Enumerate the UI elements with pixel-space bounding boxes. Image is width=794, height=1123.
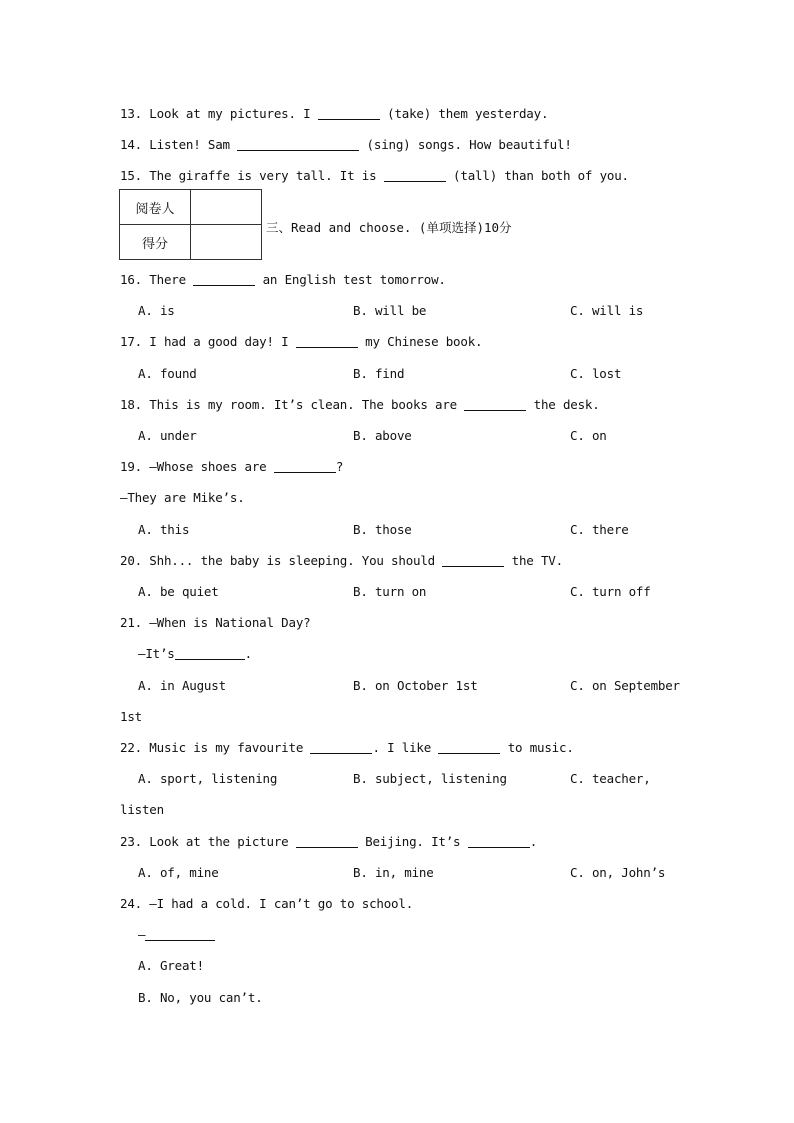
option-b[interactable]: B. above <box>353 428 412 443</box>
option-c[interactable]: C. lost <box>570 366 622 381</box>
option-c[interactable]: C. on, John’s <box>570 865 666 880</box>
answer-blank[interactable] <box>296 835 358 848</box>
option-a[interactable]: A. under <box>138 428 197 443</box>
option-b[interactable]: B. subject, listening <box>353 771 507 786</box>
answer-blank[interactable] <box>442 554 504 567</box>
option-a[interactable]: A. sport, listening <box>138 771 278 786</box>
option-a[interactable]: A. this <box>138 522 190 537</box>
question-21: 21. —When is National Day? <box>120 615 311 630</box>
option-a[interactable]: A. Great! <box>138 958 204 973</box>
option-a[interactable]: A. is <box>138 303 175 318</box>
option-a[interactable]: A. be quiet <box>138 584 219 599</box>
answer-blank[interactable] <box>193 273 255 286</box>
option-c-wrap: listen <box>120 802 164 817</box>
score-cell[interactable] <box>191 225 262 260</box>
option-a[interactable]: A. of, mine <box>138 865 219 880</box>
question-14: 14. Listen! Sam (sing) songs. How beautiful! <box>120 137 572 152</box>
option-b[interactable]: B. No, you can’t. <box>138 990 263 1005</box>
question-13: 13. Look at my pictures. I (take) them yesterday. <box>120 106 549 121</box>
question-23: 23. Look at the picture Beijing. It’s . <box>120 834 538 849</box>
option-c[interactable]: C. on <box>570 428 607 443</box>
question-18: 18. This is my room. It’s clean. The books are the desk. <box>120 397 600 412</box>
question-19: 19. —Whose shoes are ? <box>120 459 344 474</box>
answer-blank[interactable] <box>310 741 372 754</box>
answer-blank[interactable] <box>296 335 358 348</box>
option-b[interactable]: B. on October 1st <box>353 678 478 693</box>
question-21-reply: —It’s . <box>138 646 252 661</box>
reviewer-label: 阅卷人 <box>120 190 191 225</box>
question-24: 24. —I had a cold. I can’t go to school. <box>120 896 414 911</box>
option-c[interactable]: C. will is <box>570 303 644 318</box>
score-table <box>119 189 262 260</box>
answer-blank[interactable] <box>384 169 446 182</box>
answer-blank[interactable] <box>438 741 500 754</box>
option-b[interactable]: B. those <box>353 522 412 537</box>
score-label: 得分 <box>120 225 191 260</box>
question-16: 16. There an English test tomorrow. <box>120 272 446 287</box>
option-b[interactable]: B. in, mine <box>353 865 434 880</box>
option-b[interactable]: B. turn on <box>353 584 427 599</box>
option-b[interactable]: B. find <box>353 366 405 381</box>
option-c[interactable]: C. turn off <box>570 584 651 599</box>
option-c[interactable]: C. on September <box>570 678 680 693</box>
option-c-wrap: 1st <box>120 709 142 724</box>
option-b[interactable]: B. will be <box>353 303 427 318</box>
option-a[interactable]: A. in August <box>138 678 226 693</box>
answer-blank[interactable] <box>464 398 526 411</box>
option-a[interactable]: A. found <box>138 366 197 381</box>
section-title: 三、Read and choose. (单项选择)10分 <box>266 220 512 235</box>
question-22: 22. Music is my favourite . I like to music. <box>120 740 574 755</box>
question-20: 20. Shh... the baby is sleeping. You should the TV. <box>120 553 563 568</box>
question-19-reply: —They are Mike’s. <box>120 490 245 505</box>
question-15: 15. The giraffe is very tall. It is (tall) than both of you. <box>120 168 629 183</box>
answer-blank[interactable] <box>468 835 530 848</box>
reviewer-cell[interactable] <box>191 190 262 225</box>
answer-blank[interactable] <box>318 107 380 120</box>
question-17: 17. I had a good day! I my Chinese book. <box>120 334 483 349</box>
question-24-reply: — <box>138 927 215 942</box>
answer-blank[interactable] <box>175 647 245 660</box>
option-c[interactable]: C. there <box>570 522 629 537</box>
answer-blank[interactable] <box>237 138 359 151</box>
answer-blank[interactable] <box>274 460 336 473</box>
option-c[interactable]: C. teacher, <box>570 771 651 786</box>
answer-blank[interactable] <box>145 928 215 941</box>
